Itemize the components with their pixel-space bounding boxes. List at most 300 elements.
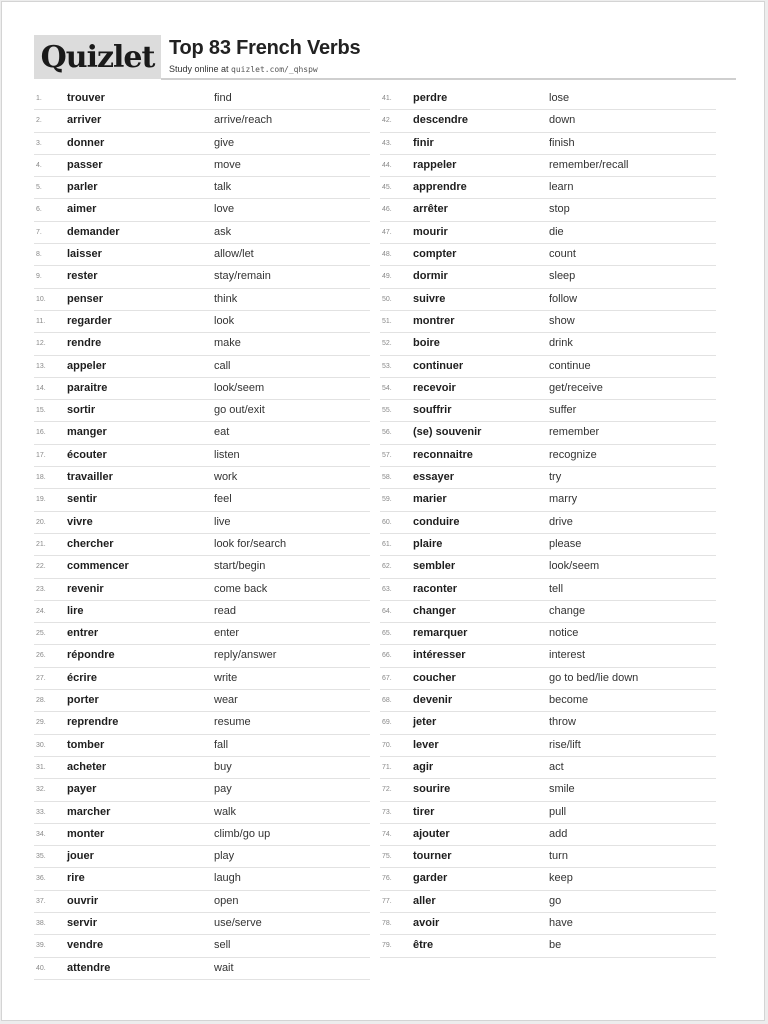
vocab-number: 17. xyxy=(36,451,46,459)
vocab-row xyxy=(380,467,716,489)
vocab-definition: buy xyxy=(214,760,232,773)
vocab-definition: eat xyxy=(214,426,230,439)
vocab-term: marier xyxy=(413,493,447,506)
vocab-row xyxy=(380,690,716,712)
vocab-row xyxy=(34,735,370,757)
vocab-number: 76. xyxy=(382,875,392,883)
vocab-term: dormir xyxy=(413,270,448,283)
vocab-row xyxy=(34,935,370,957)
vocab-number: 15. xyxy=(36,407,46,415)
vocab-number: 42. xyxy=(382,117,392,125)
vocab-term: trouver xyxy=(67,92,105,104)
vocab-term: parler xyxy=(67,181,98,194)
vocab-term: paraitre xyxy=(67,381,108,394)
vocab-definition: sleep xyxy=(549,270,576,283)
vocab-number: 4. xyxy=(36,161,42,169)
vocab-term: reconnaitre xyxy=(413,448,473,461)
vocab-row xyxy=(34,556,370,578)
vocab-definition: drive xyxy=(549,515,573,528)
vocab-term: entrer xyxy=(67,627,99,640)
vocab-number: 62. xyxy=(382,563,392,571)
vocab-row xyxy=(34,645,370,667)
vocab-row xyxy=(380,333,716,355)
vocab-term: essayer xyxy=(413,471,454,484)
vocab-term: commencer xyxy=(67,560,129,573)
vocab-row xyxy=(34,88,370,110)
vocab-row xyxy=(380,222,716,244)
quizlet-logo: Quizlet xyxy=(34,35,161,79)
vocab-column-left xyxy=(34,88,370,980)
vocab-number: 79. xyxy=(382,942,392,950)
vocab-row xyxy=(34,690,370,712)
vocab-number: 31. xyxy=(36,763,46,771)
vocab-number: 30. xyxy=(36,741,46,749)
vocab-definition: throw xyxy=(549,716,576,729)
vocab-term: sourire xyxy=(413,783,451,796)
vocab-definition: go to bed/lie down xyxy=(549,671,639,684)
vocab-definition: go out/exit xyxy=(214,404,265,417)
vocab-row xyxy=(380,735,716,757)
vocab-term: coucher xyxy=(413,671,456,684)
vocab-term: aimer xyxy=(67,203,97,216)
vocab-term: sembler xyxy=(413,560,456,573)
vocab-row xyxy=(34,311,370,333)
vocab-definition: recognize xyxy=(549,448,597,461)
vocab-definition: move xyxy=(214,158,241,171)
page-title: Top 83 French Verbs xyxy=(169,37,361,59)
vocab-number: 36. xyxy=(36,875,46,883)
vocab-number: 75. xyxy=(382,853,392,861)
vocab-row xyxy=(34,244,370,266)
vocab-term: marcher xyxy=(67,805,111,818)
vocab-row xyxy=(380,356,716,378)
vocab-term: reprendre xyxy=(67,716,119,729)
vocab-definition: feel xyxy=(214,493,232,506)
vocab-term: perdre xyxy=(413,92,448,104)
vocab-number: 52. xyxy=(382,340,392,348)
vocab-term: demander xyxy=(67,225,120,238)
vocab-term: rester xyxy=(67,270,98,283)
vocab-number: 7. xyxy=(36,228,42,236)
vocab-term: payer xyxy=(67,783,97,796)
vocab-row xyxy=(34,534,370,556)
vocab-row xyxy=(34,868,370,890)
vocab-definition: pull xyxy=(549,805,567,818)
vocab-term: garder xyxy=(413,872,448,885)
vocab-term: recevoir xyxy=(413,381,456,394)
vocab-number: 26. xyxy=(36,652,46,660)
vocab-row xyxy=(34,489,370,511)
vocab-row xyxy=(34,802,370,824)
vocab-number: 43. xyxy=(382,139,392,147)
vocab-term: changer xyxy=(413,604,456,617)
vocab-number: 63. xyxy=(382,585,392,593)
vocab-row xyxy=(34,289,370,311)
vocab-definition: learn xyxy=(549,181,574,194)
vocab-row xyxy=(380,891,716,913)
vocab-term: donner xyxy=(67,136,105,149)
vocab-row xyxy=(380,846,716,868)
vocab-term: porter xyxy=(67,694,99,707)
vocab-term: laisser xyxy=(67,248,102,261)
vocab-definition: down xyxy=(549,114,576,127)
vocab-definition: add xyxy=(549,827,568,840)
vocab-number: 9. xyxy=(36,273,42,281)
vocab-definition: finish xyxy=(549,136,575,149)
vocab-number: 20. xyxy=(36,518,46,526)
vocab-column-right xyxy=(380,88,716,958)
vocab-definition: drink xyxy=(549,337,573,350)
vocab-definition: continue xyxy=(549,359,591,372)
vocab-term: raconter xyxy=(413,582,458,595)
vocab-term: arriver xyxy=(67,114,102,127)
vocab-definition: tell xyxy=(549,582,564,595)
vocab-definition: wear xyxy=(214,694,238,707)
vocab-definition: call xyxy=(214,359,231,372)
vocab-definition: act xyxy=(549,760,564,773)
vocab-number: 44. xyxy=(382,161,392,169)
vocab-row xyxy=(34,445,370,467)
header-divider xyxy=(161,78,736,80)
vocab-term: lever xyxy=(413,738,439,751)
vocab-row xyxy=(380,155,716,177)
vocab-term: ouvrir xyxy=(67,894,99,907)
vocab-number: 39. xyxy=(36,942,46,950)
vocab-number: 14. xyxy=(36,384,46,392)
vocab-definition: turn xyxy=(549,850,568,863)
vocab-row xyxy=(380,311,716,333)
vocab-row xyxy=(34,779,370,801)
vocab-number: 25. xyxy=(36,630,46,638)
vocab-number: 29. xyxy=(36,719,46,727)
vocab-definition: remember xyxy=(549,426,600,439)
vocab-term: écrire xyxy=(67,671,97,684)
vocab-term: compter xyxy=(413,248,457,261)
vocab-definition: become xyxy=(549,694,589,707)
vocab-definition: rise/lift xyxy=(549,738,581,751)
vocab-row xyxy=(380,88,716,110)
vocab-term: plaire xyxy=(413,537,443,550)
vocab-number: 28. xyxy=(36,697,46,705)
vocab-row xyxy=(34,378,370,400)
vocab-number: 73. xyxy=(382,808,392,816)
vocab-definition: stay/remain xyxy=(214,270,271,283)
vocab-definition: think xyxy=(214,292,238,305)
vocab-definition: have xyxy=(549,916,573,929)
vocab-definition: be xyxy=(549,939,562,952)
vocab-row xyxy=(380,534,716,556)
vocab-definition: open xyxy=(214,894,239,907)
vocab-row xyxy=(380,913,716,935)
vocab-number: 55. xyxy=(382,407,392,415)
vocab-row xyxy=(34,891,370,913)
vocab-term: passer xyxy=(67,158,103,171)
vocab-definition: look xyxy=(214,314,235,327)
vocab-definition: write xyxy=(214,671,238,684)
vocab-number: 23. xyxy=(36,585,46,593)
vocab-definition: go xyxy=(549,894,562,907)
vocab-number: 57. xyxy=(382,451,392,459)
vocab-row xyxy=(380,868,716,890)
vocab-definition: change xyxy=(549,604,586,617)
vocab-number: 27. xyxy=(36,674,46,682)
vocab-definition: look/seem xyxy=(549,560,600,573)
vocab-term: servir xyxy=(67,916,97,929)
vocab-term: intéresser xyxy=(413,649,466,662)
vocab-number: 65. xyxy=(382,630,392,638)
vocab-term: répondre xyxy=(67,649,115,662)
vocab-term: rappeler xyxy=(413,158,457,171)
vocab-definition: lose xyxy=(549,92,570,104)
vocab-number: 56. xyxy=(382,429,392,437)
vocab-number: 13. xyxy=(36,362,46,370)
vocab-term: appeler xyxy=(67,359,107,372)
vocab-definition: smile xyxy=(549,783,575,796)
vocab-definition: resume xyxy=(214,716,251,729)
vocab-term: jeter xyxy=(413,716,437,729)
vocab-term: conduire xyxy=(413,515,460,528)
vocab-number: 33. xyxy=(36,808,46,816)
vocab-row xyxy=(380,445,716,467)
vocab-definition: read xyxy=(214,604,237,617)
vocab-definition: live xyxy=(214,515,231,528)
vocab-row xyxy=(380,378,716,400)
vocab-row xyxy=(380,289,716,311)
vocab-row xyxy=(380,668,716,690)
vocab-number: 35. xyxy=(36,853,46,861)
vocab-number: 10. xyxy=(36,295,46,303)
vocab-number: 69. xyxy=(382,719,392,727)
vocab-number: 68. xyxy=(382,697,392,705)
vocab-number: 38. xyxy=(36,919,46,927)
vocab-definition: pay xyxy=(214,783,232,796)
vocab-term: tirer xyxy=(413,805,435,818)
vocab-term: rire xyxy=(67,872,85,885)
vocab-row xyxy=(380,779,716,801)
vocab-definition: count xyxy=(549,248,576,261)
vocab-row xyxy=(380,757,716,779)
vocab-row xyxy=(34,133,370,155)
vocab-row xyxy=(34,222,370,244)
vocab-term: apprendre xyxy=(413,181,467,194)
vocab-definition: climb/go up xyxy=(214,827,271,840)
vocab-row xyxy=(34,177,370,199)
vocab-number: 45. xyxy=(382,184,392,192)
vocab-number: 34. xyxy=(36,830,46,838)
vocab-number: 67. xyxy=(382,674,392,682)
vocab-number: 11. xyxy=(36,317,46,325)
vocab-row xyxy=(380,712,716,734)
vocab-definition: reply/answer xyxy=(214,649,277,662)
vocab-term: monter xyxy=(67,827,105,840)
vocab-definition: keep xyxy=(549,872,573,885)
vocab-definition: get/receive xyxy=(549,381,603,394)
vocab-row xyxy=(380,645,716,667)
vocab-definition: sell xyxy=(214,939,231,952)
vocab-number: 2. xyxy=(36,117,42,125)
vocab-number: 70. xyxy=(382,741,392,749)
vocab-number: 8. xyxy=(36,251,42,259)
vocab-number: 54. xyxy=(382,384,392,392)
vocab-term: chercher xyxy=(67,537,114,550)
vocab-definition: allow/let xyxy=(214,248,254,261)
vocab-number: 18. xyxy=(36,474,46,482)
vocab-definition: fall xyxy=(214,738,229,751)
vocab-definition: please xyxy=(549,537,582,550)
vocab-definition: ask xyxy=(214,225,232,238)
vocab-number: 48. xyxy=(382,251,392,259)
vocab-number: 5. xyxy=(36,184,42,192)
vocab-number: 32. xyxy=(36,786,46,794)
vocab-number: 40. xyxy=(36,964,46,972)
vocab-term: sentir xyxy=(67,493,97,506)
vocab-row xyxy=(34,824,370,846)
vocab-number: 51. xyxy=(382,317,392,325)
vocab-definition: interest xyxy=(549,649,586,662)
vocab-term: regarder xyxy=(67,314,112,327)
vocab-term: vivre xyxy=(67,515,93,528)
vocab-row xyxy=(380,623,716,645)
vocab-number: 47. xyxy=(382,228,392,236)
vocab-definition: talk xyxy=(214,181,232,194)
vocab-number: 50. xyxy=(382,295,392,303)
vocab-term: souffrir xyxy=(413,404,452,417)
vocab-number: 49. xyxy=(382,273,392,281)
vocab-definition: marry xyxy=(549,493,578,506)
vocab-row xyxy=(34,913,370,935)
vocab-definition: work xyxy=(214,471,238,484)
vocab-row xyxy=(380,133,716,155)
vocab-term: arrêter xyxy=(413,203,448,216)
vocab-definition: enter xyxy=(214,627,240,640)
vocab-definition: die xyxy=(549,225,564,238)
vocab-number: 66. xyxy=(382,652,392,660)
vocab-term: remarquer xyxy=(413,627,468,640)
vocab-number: 16. xyxy=(36,429,46,437)
vocab-row xyxy=(34,846,370,868)
vocab-number: 74. xyxy=(382,830,392,838)
vocab-number: 19. xyxy=(36,496,46,504)
vocab-term: tourner xyxy=(413,850,452,863)
vocab-definition: make xyxy=(214,337,241,350)
vocab-definition: notice xyxy=(549,627,579,640)
vocab-row xyxy=(34,958,370,980)
vocab-number: 37. xyxy=(36,897,46,905)
vocab-term: descendre xyxy=(413,114,469,127)
vocab-row xyxy=(380,824,716,846)
vocab-row xyxy=(34,110,370,132)
vocab-term: avoir xyxy=(413,916,440,929)
vocab-definition: use/serve xyxy=(214,916,262,929)
vocab-term: devenir xyxy=(413,694,453,707)
vocab-row xyxy=(380,422,716,444)
vocab-row xyxy=(380,512,716,534)
vocab-term: aller xyxy=(413,894,436,907)
vocab-number: 61. xyxy=(382,540,392,548)
vocab-row xyxy=(34,623,370,645)
vocab-definition: come back xyxy=(214,582,268,595)
vocab-term: lire xyxy=(67,604,84,617)
vocab-definition: walk xyxy=(214,805,237,818)
vocab-term: (se) souvenir xyxy=(413,426,482,439)
vocab-row xyxy=(380,556,716,578)
vocab-definition: remember/recall xyxy=(549,158,629,171)
vocab-row xyxy=(34,266,370,288)
vocab-term: manger xyxy=(67,426,107,439)
vocab-row xyxy=(34,579,370,601)
vocab-term: tomber xyxy=(67,738,105,751)
vocab-row xyxy=(380,177,716,199)
document-page xyxy=(1,1,765,1021)
vocab-definition: follow xyxy=(549,292,578,305)
vocab-row xyxy=(380,400,716,422)
vocab-definition: stop xyxy=(549,203,570,216)
vocab-row xyxy=(380,601,716,623)
vocab-term: continuer xyxy=(413,359,464,372)
vocab-row xyxy=(34,467,370,489)
vocab-row xyxy=(34,757,370,779)
vocab-row xyxy=(380,579,716,601)
vocab-number: 59. xyxy=(382,496,392,504)
vocab-number: 22. xyxy=(36,563,46,571)
vocab-definition: suffer xyxy=(549,404,577,417)
vocab-row xyxy=(34,333,370,355)
vocab-number: 64. xyxy=(382,607,392,615)
vocab-term: penser xyxy=(67,292,104,305)
vocab-number: 58. xyxy=(382,474,392,482)
vocab-term: être xyxy=(413,939,434,952)
vocab-definition: wait xyxy=(214,961,234,974)
vocab-number: 72. xyxy=(382,786,392,794)
study-online-note xyxy=(169,64,318,74)
vocab-definition: start/begin xyxy=(214,560,266,573)
vocab-number: 21. xyxy=(36,540,46,548)
vocab-number: 24. xyxy=(36,607,46,615)
vocab-number: 78. xyxy=(382,919,392,927)
vocab-definition: listen xyxy=(214,448,240,461)
vocab-number: 6. xyxy=(36,206,42,214)
vocab-term: montrer xyxy=(413,314,455,327)
vocab-term: sortir xyxy=(67,404,96,417)
vocab-number: 46. xyxy=(382,206,392,214)
vocab-row xyxy=(34,155,370,177)
study-online-url[interactable]: quizlet.com/_qhspw xyxy=(231,65,318,74)
vocab-definition: play xyxy=(214,850,235,863)
vocab-row xyxy=(380,110,716,132)
vocab-row xyxy=(380,244,716,266)
vocab-term: mourir xyxy=(413,225,448,238)
vocab-term: boire xyxy=(413,337,440,350)
vocab-row xyxy=(380,935,716,957)
vocab-definition: look for/search xyxy=(214,537,287,550)
vocab-definition: show xyxy=(549,314,575,327)
vocab-number: 1. xyxy=(36,95,42,102)
vocab-row xyxy=(34,712,370,734)
vocab-row xyxy=(380,489,716,511)
vocab-term: agir xyxy=(413,760,434,773)
vocab-term: revenir xyxy=(67,582,104,595)
vocab-definition: love xyxy=(214,203,235,216)
vocab-term: rendre xyxy=(67,337,102,350)
vocab-number: 53. xyxy=(382,362,392,370)
vocab-row xyxy=(34,601,370,623)
vocab-number: 77. xyxy=(382,897,392,905)
vocab-definition: give xyxy=(214,136,235,149)
vocab-definition: look/seem xyxy=(214,381,265,394)
vocab-number: 71. xyxy=(382,763,392,771)
vocab-row xyxy=(380,266,716,288)
vocab-term: vendre xyxy=(67,939,104,952)
